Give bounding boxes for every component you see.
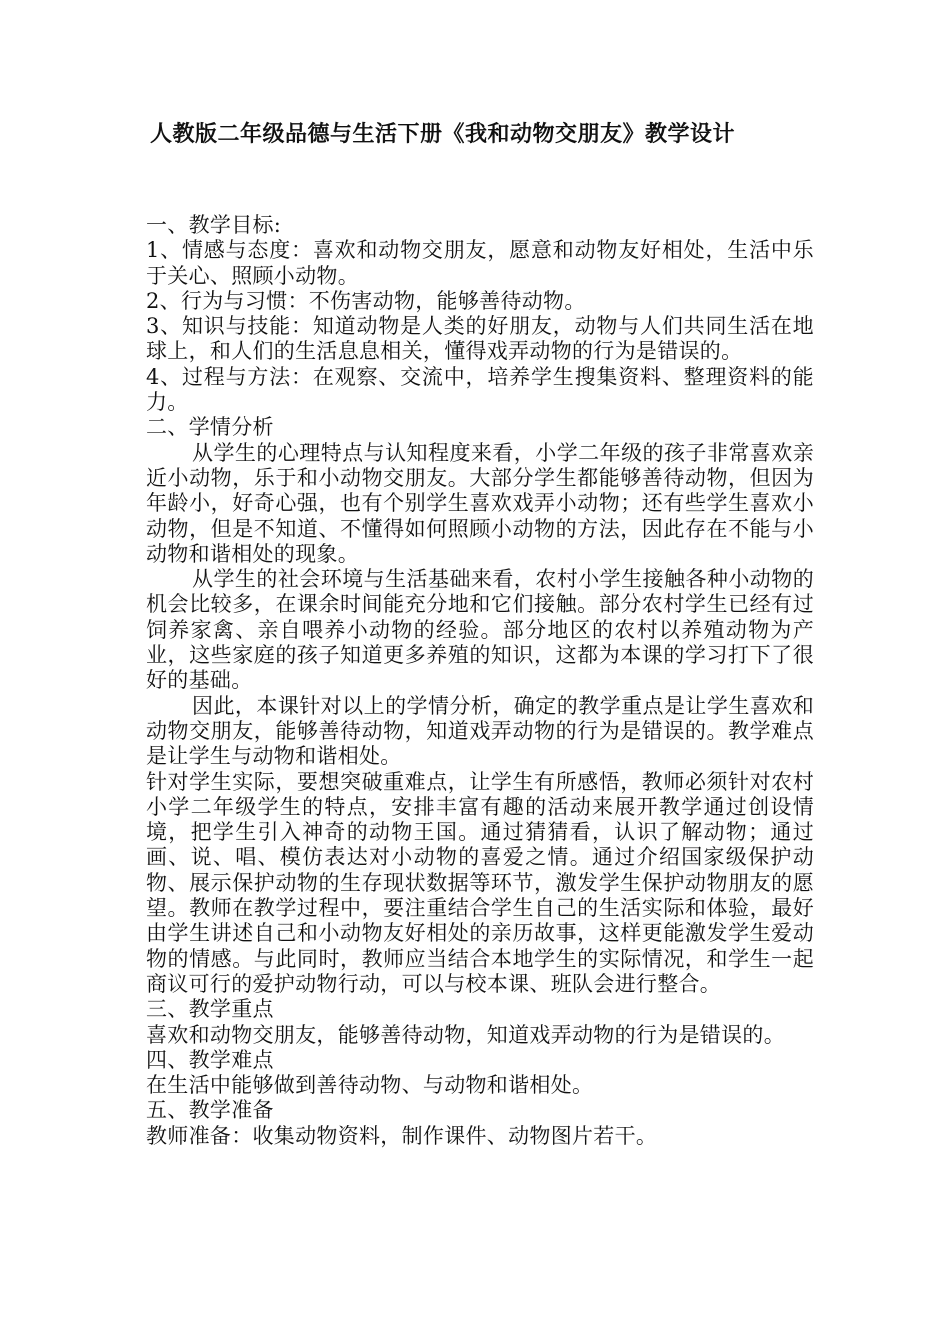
paragraph: 因此，本课针对以上的学情分析，确定的教学重点是让学生喜欢和动物交朋友，能够善待动物，知道戏弄动物的行为是错误的。教学难点是让学生与动物和谐相处。	[146, 693, 814, 769]
paragraph: 在生活中能够做到善待动物、与动物和谐相处。	[146, 1073, 594, 1098]
paragraph: 从学生的社会环境与生活基础来看，农村小学生接触各种小动物的机会比较多，在课余时间能充分地和它们接触。部分农村学生已经有过饲养家禽、亲自喂养小动物的经验。部分地区的农村以养殖动物为产业，这些家庭的孩子知道更多养殖的知识，这都为本课的学习打下了很好的基础。	[146, 567, 814, 693]
document-body	[146, 213, 814, 1149]
paragraph: 3、知识与技能：知道动物是人类的好朋友，动物与人们共同生活在地球上，和人们的生活息息相关，懂得戏弄动物的行为是错误的。	[146, 314, 814, 364]
paragraph: 三、教学重点	[146, 997, 274, 1022]
paragraph: 2、行为与习惯：不伤害动物，能够善待动物。	[146, 288, 586, 313]
paragraph: 针对学生实际，要想突破重难点，让学生有所感悟，教师必须针对农村小学二年级学生的特点，安排丰富有趣的活动来展开教学通过创设情境，把学生引入神奇的动物王国。通过猜猜看，认识了解动物；通过画、说、唱、模仿表达对小动物的喜爱之情。通过介绍国家级保护动物、展示保护动物的生存现状数据等环节，激发学生保护动物朋友的愿望。教师在教学过程中，要注重结合学生自己的生活实际和体验，最好由学生讲述自己和小动物友好相处的亲历故事，这样更能激发学生爱动物的情感。与此同时，教师应当结合本地学生的实际情况，和学生一起商议可行的爱护动物行动，可以与校本课、班队会进行整合。	[146, 769, 814, 996]
paragraph: 4、过程与方法：在观察、交流中，培养学生搜集资料、整理资料的能力。	[146, 364, 814, 415]
paragraph: 一、教学目标:	[146, 213, 282, 237]
paragraph: 喜欢和动物交朋友，能够善待动物，知道戏弄动物的行为是错误的。	[146, 1022, 785, 1047]
paragraph: 从学生的心理特点与认知程度来看，小学二年级的孩子非常喜欢亲近小动物，乐于和小动物交朋友。大部分学生都能够善待动物，但因为年龄小，好奇心强，也有个别学生喜欢戏弄小动物；还有些学生喜欢小动物，但是不知道、不懂得如何照顾小动物的方法，因此存在不能与小动物和谐相处的现象。	[146, 440, 814, 566]
paragraph: 教师准备：收集动物资料，制作课件、动物图片若干。	[146, 1123, 658, 1148]
document-title: 人教版二年级品德与生活下册《我和动物交朋友》教学设计	[150, 121, 736, 147]
paragraph: 二、学情分析	[146, 415, 274, 440]
paragraph: 四、教学难点	[146, 1047, 274, 1072]
paragraph: 1、情感与态度：喜欢和动物交朋友，愿意和动物友好相处，生活中乐于关心、照顾小动物。	[146, 238, 814, 288]
paragraph: 五、教学准备	[146, 1098, 274, 1123]
